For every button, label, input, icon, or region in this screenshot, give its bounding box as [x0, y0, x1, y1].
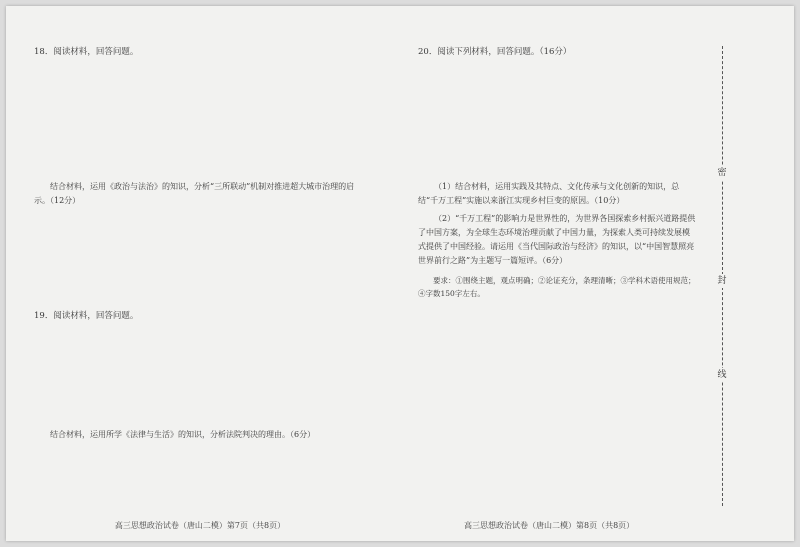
question-20-material — [418, 80, 696, 176]
binding-char-2: 封 — [710, 274, 734, 288]
question-20-requirement: 要求：①围绕主题，观点明确；②论证充分，条理清晰；③学科术语使用规范；④字数150字左右。 — [418, 276, 696, 298]
question-20-part-2: （2）“千万工程”的影响力是世界性的，为世界各国探索乡村振兴道路提供了中国方案，为全球生态环境治理贡献了中国力量，为探索人类可持续发展模式提供了中国经验。请运用《当代国际政治与经济》的知识，以“中国智慧照亮世界前行之路”为主题写一篇短评。（6分） — [418, 214, 696, 265]
question-20-part-1: （1）结合材料，运用实践及其特点、文化传承与文化创新的知识，总结“千万工程”实施以来浙江实现乡村巨变的原因。（10分） — [418, 182, 680, 205]
question-19 — [34, 310, 364, 442]
binding-char-3: 线 — [710, 368, 734, 382]
binding-margin — [706, 6, 794, 541]
question-20-title: 20．阅读下列材料，回答问题。（16分） — [418, 47, 572, 57]
binding-char-1: 密 — [710, 166, 734, 180]
page-8-footer: 高三思想政治试卷（唐山二模）第8页（共8页） — [464, 521, 635, 530]
page-7 — [6, 6, 394, 541]
question-20 — [418, 46, 696, 300]
question-18-material — [34, 80, 364, 176]
question-18-title: 18．阅读材料，回答问题。 — [34, 47, 139, 57]
exam-sheet — [6, 6, 794, 541]
question-20-intro — [418, 64, 696, 76]
question-19-title: 19．阅读材料，回答问题。 — [34, 311, 139, 321]
question-19-material — [34, 328, 364, 424]
question-18-intro — [34, 64, 364, 76]
question-19-task: 结合材料，运用所学《法律与生活》的知识，分析法院判决的理由。（6分） — [50, 430, 316, 439]
question-18-task: 结合材料，运用《政治与法治》的知识，分析“三所联动”机制对推进超大城市治理的启示。（12分） — [34, 182, 355, 205]
question-18 — [34, 46, 364, 208]
page-7-footer: 高三思想政治试卷（唐山二模）第7页（共8页） — [114, 521, 286, 530]
page-8 — [394, 6, 706, 541]
